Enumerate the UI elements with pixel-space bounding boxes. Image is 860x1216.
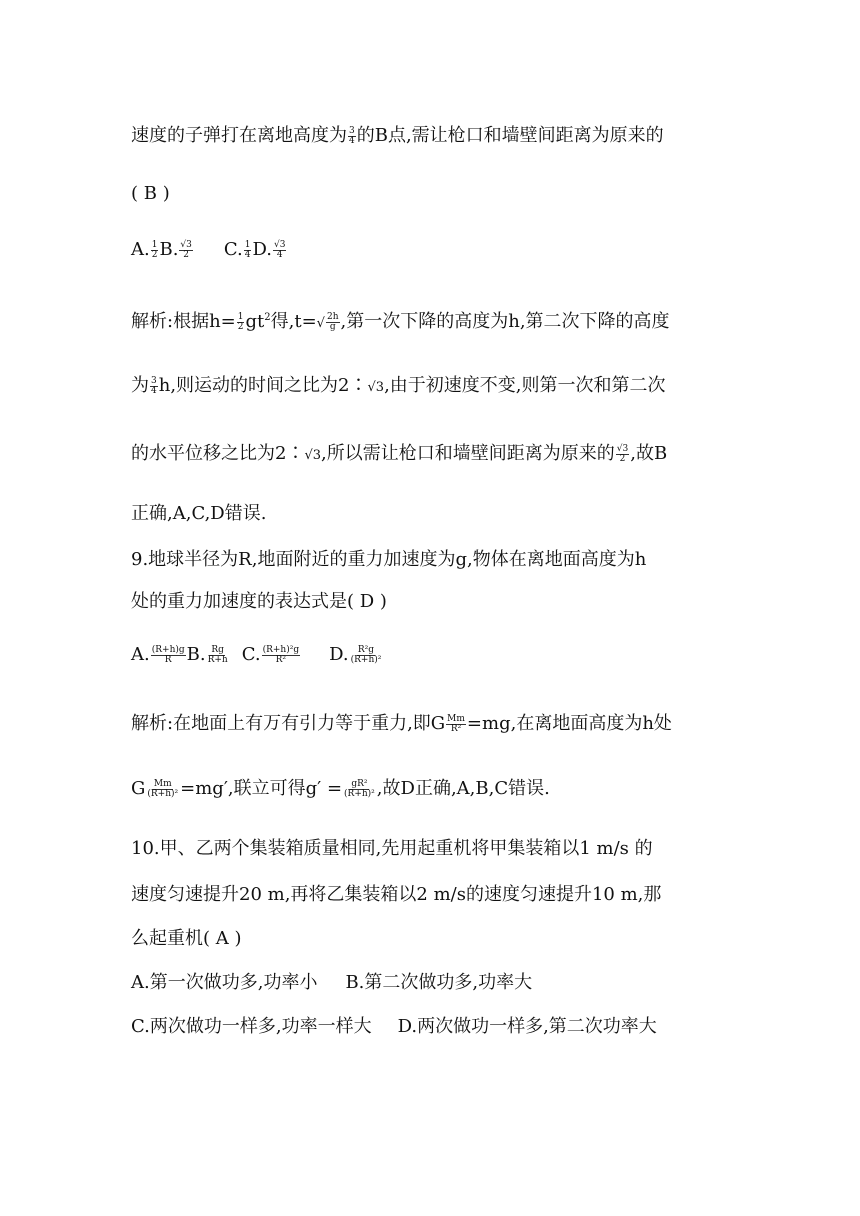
fraction-2h-g: $\frac{2h}{g}$ xyxy=(326,311,339,332)
fraction-gr2-rh2: $\frac{\text{gR²}}{\text{(R+h)²}}$ xyxy=(344,778,375,799)
fraction-1-4: $\frac{1}{4}$ xyxy=(244,239,251,260)
q10-options-row-1 xyxy=(131,971,532,995)
fraction-1-2: $\frac{1}{2}$ xyxy=(151,239,158,260)
q10-options-row-2 xyxy=(131,1015,657,1039)
fraction-option-b: $\frac{Rg}{R+h}$ xyxy=(207,644,228,665)
q8-stem-text-a: 速度的子弹打在离地高度为 xyxy=(131,125,347,146)
fraction-root3-4: $\frac{√3}{4}$ xyxy=(274,239,286,260)
q10-option-d: D.两次做功一样多,第二次功率大 xyxy=(397,1016,657,1037)
q9-stem-line-1: 9.地球半径为R,地面附近的重力加速度为g,物体在离地面高度为h xyxy=(131,549,647,570)
fraction-option-c: $\frac{\text{(R+h)²g}}{\text{R²}}$ xyxy=(262,644,300,665)
fraction-option-a: $\frac{(R+h)g}{R}$ xyxy=(151,644,185,665)
q8-stem-text-b: 的B点,需让枪口和墙壁间距离为原来的 xyxy=(356,125,664,146)
q9-options: A. $\frac{(R+h)g}{R}$ B. $\frac{Rg}{R+h}$ C. $\frac{\text{(R+h)²g}}{\text{R²}}$ D. $\frac{\text{R²g}}{\text{(R+h)²}}$ xyxy=(131,644,382,665)
sqrt3: √3 xyxy=(367,380,385,395)
q8-solution-line-3: 的水平位移之比为2∶√3,所以需让枪口和墙壁间距离为原来的 $\frac{√3}{2}$ ,故B xyxy=(131,443,668,464)
q8-option-d-label: D. xyxy=(252,239,272,260)
sqrt-symbol: √ xyxy=(316,316,325,331)
q9-solution-line-2: G $\frac{Mm}{\text{(R+h)²}}$ =mg′,联立可得g′ = $\frac{\text{gR²}}{\text{(R+h)²}}$ ,故D正确,A,B,C错误. xyxy=(131,778,550,799)
q8-answer: ( B ) xyxy=(131,183,170,204)
fraction-3-4-solution: $\frac{3}{4}$ xyxy=(151,375,157,396)
q8-stem-line xyxy=(131,124,664,148)
q9-stem-line-2: 处的重力加速度的表达式是( D ) xyxy=(131,591,387,612)
q8-solution-line-1: 解析:根据h= $\frac{1}{2}$ $gt^2$得,t=√ $\frac{2h}{g}$ ,第一次下降的高度为h,第二次下降的高度 xyxy=(131,311,670,332)
sqrt3-b: √3 xyxy=(304,448,322,463)
q10-option-a: A.第一次做功多,功率小 xyxy=(131,972,318,993)
q10-stem-line-1: 10.甲、乙两个集装箱质量相同,先用起重机将甲集装箱以1 m/s 的 xyxy=(131,838,653,859)
q8-option-c-label: C. xyxy=(223,239,243,260)
fraction-mm-r2: $\frac{Mm}{\text{R²}}$ xyxy=(447,713,465,734)
q8-solution-line-4: 正确,A,C,D错误. xyxy=(131,503,267,524)
q8-option-a-label: A. xyxy=(131,239,150,260)
q10-option-b: B.第二次做功多,功率大 xyxy=(345,972,533,993)
fraction-mm-rh2: $\frac{Mm}{\text{(R+h)²}}$ xyxy=(147,778,179,799)
q8-option-b-label: B. xyxy=(159,239,179,260)
q10-stem-line-2: 速度匀速提升20 m,再将乙集装箱以2 m/s的速度匀速提升10 m,那 xyxy=(131,884,662,905)
q10-stem-line-3: 么起重机( A ) xyxy=(131,928,242,949)
fraction-root3-2-solution: $\frac{√3}{2}$ xyxy=(616,443,629,464)
fraction-root3-2: $\frac{√3}{2}$ xyxy=(180,239,192,260)
q9-solution-line-1: 解析:在地面上有万有引力等于重力,即G $\frac{Mm}{\text{R²}}$ =mg,在离地面高度为h处 xyxy=(131,713,672,734)
fraction-1-2-solution: $\frac{1}{2}$ xyxy=(237,311,244,332)
q10-option-c: C.两次做功一样多,功率一样大 xyxy=(131,1016,372,1037)
q8-solution-line-2: 为 $\frac{3}{4}$ h,则运动的时间之比为2∶√3,由于初速度不变,则第一次和第二次 xyxy=(131,375,666,396)
fraction-option-d: $\frac{\text{R²g}}{\text{(R+h)²}}$ xyxy=(350,644,382,665)
fraction-3-4: $\frac{3}{4}$ xyxy=(349,125,355,146)
q8-options xyxy=(131,238,287,262)
